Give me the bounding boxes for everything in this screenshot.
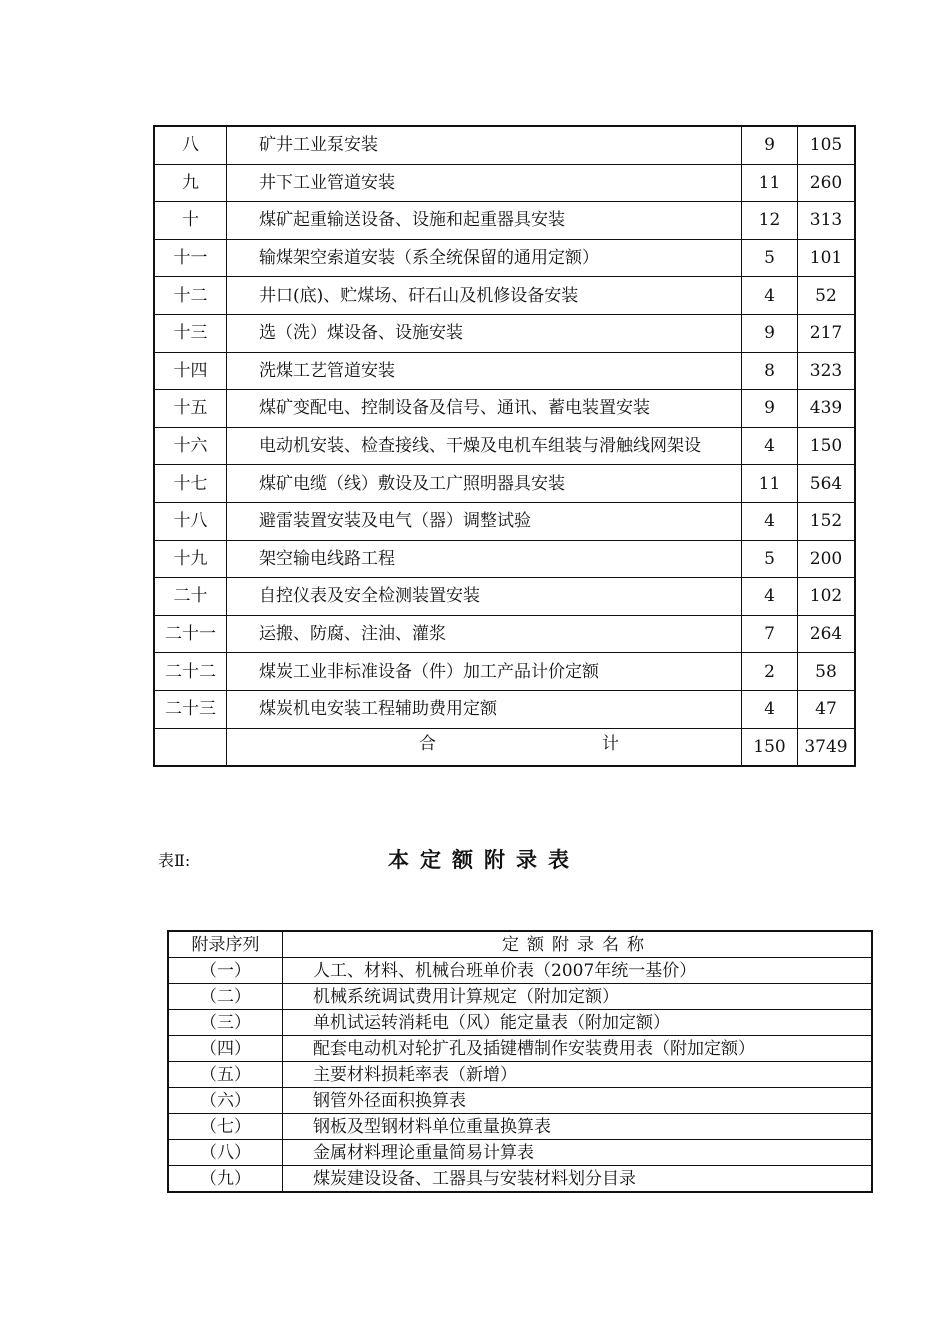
chapter-row — [154, 390, 855, 428]
appendix-table — [167, 930, 873, 1193]
chapter-items: 58 — [798, 653, 856, 691]
appendix-name: 煤炭建设设备、工器具与安装材料划分目录 — [283, 1166, 873, 1193]
chapter-items: 200 — [798, 540, 856, 578]
appendix-seq: （三） — [168, 1010, 283, 1036]
appendix-name: 金属材料理论重量简易计算表 — [283, 1140, 873, 1166]
total-seq-empty — [154, 728, 227, 766]
chapter-seq: 十二 — [154, 277, 227, 315]
chapter-row — [154, 540, 855, 578]
chapter-row — [154, 239, 855, 277]
chapter-items: 101 — [798, 239, 856, 277]
chapter-seq: 二十二 — [154, 653, 227, 691]
appendix-name: 配套电动机对轮扩孔及插键槽制作安装费用表（附加定额） — [283, 1036, 873, 1062]
appendix-seq: （八） — [168, 1140, 283, 1166]
chapter-name: 煤炭工业非标准设备（件）加工产品计价定额 — [227, 653, 742, 691]
chapter-row — [154, 427, 855, 465]
chapter-row — [154, 126, 855, 164]
chapter-seq: 十三 — [154, 314, 227, 352]
chapter-seq: 八 — [154, 126, 227, 164]
chapter-row — [154, 202, 855, 240]
chapter-row — [154, 653, 855, 691]
chapter-count: 11 — [742, 164, 798, 202]
appendix-header-row — [168, 931, 872, 958]
appendix-name: 人工、材料、机械台班单价表（2007年统一基价） — [283, 958, 873, 984]
chapter-count: 9 — [742, 126, 798, 164]
appendix-name: 钢管外径面积换算表 — [283, 1088, 873, 1114]
chapter-name: 选（洗）煤设备、设施安装 — [227, 314, 742, 352]
chapter-name: 矿井工业泵安装 — [227, 126, 742, 164]
appendix-row — [168, 1166, 872, 1193]
chapter-count: 4 — [742, 502, 798, 540]
chapter-count: 4 — [742, 690, 798, 728]
appendix-name: 单机试运转消耗电（风）能定量表（附加定额） — [283, 1010, 873, 1036]
total-items: 3749 — [798, 728, 856, 766]
chapter-name: 自控仪表及安全检测装置安装 — [227, 578, 742, 616]
chapter-items: 260 — [798, 164, 856, 202]
chapter-name: 洗煤工艺管道安装 — [227, 352, 742, 390]
appendix-header-name: 定额附录名称 — [283, 931, 873, 958]
chapter-row — [154, 352, 855, 390]
chapter-items: 564 — [798, 465, 856, 503]
chapter-seq: 十 — [154, 202, 227, 240]
chapter-name: 井下工业管道安装 — [227, 164, 742, 202]
chapter-seq: 十七 — [154, 465, 227, 503]
quota-chapter-table — [153, 125, 856, 767]
chapter-items: 323 — [798, 352, 856, 390]
chapter-items: 152 — [798, 502, 856, 540]
appendix-name: 机械系统调试费用计算规定（附加定额） — [283, 984, 873, 1010]
chapter-count: 8 — [742, 352, 798, 390]
chapter-name: 煤矿变配电、控制设备及信号、通讯、蓄电装置安装 — [227, 390, 742, 428]
chapter-items: 150 — [798, 427, 856, 465]
total-count: 150 — [742, 728, 798, 766]
chapter-count: 4 — [742, 277, 798, 315]
chapter-items: 47 — [798, 690, 856, 728]
appendix-row — [168, 1114, 872, 1140]
chapter-name: 井口(底)、贮煤场、矸石山及机修设备安装 — [227, 277, 742, 315]
chapter-items: 313 — [798, 202, 856, 240]
chapter-seq: 十九 — [154, 540, 227, 578]
chapter-items: 439 — [798, 390, 856, 428]
appendix-seq: （九） — [168, 1166, 283, 1193]
chapter-items: 52 — [798, 277, 856, 315]
chapter-items: 264 — [798, 615, 856, 653]
chapter-name: 煤炭机电安装工程辅助费用定额 — [227, 690, 742, 728]
chapter-row — [154, 615, 855, 653]
appendix-header-seq: 附录序列 — [168, 931, 283, 958]
total-row — [154, 728, 855, 766]
chapter-row — [154, 465, 855, 503]
chapter-row — [154, 690, 855, 728]
chapter-count: 5 — [742, 239, 798, 277]
chapter-name: 避雷装置安装及电气（器）调整试验 — [227, 502, 742, 540]
chapter-row — [154, 277, 855, 315]
table2-title: 本定额附录表 — [388, 848, 580, 872]
chapter-items: 102 — [798, 578, 856, 616]
appendix-seq: （七） — [168, 1114, 283, 1140]
appendix-row — [168, 1140, 872, 1166]
appendix-row — [168, 1036, 872, 1062]
appendix-name: 主要材料损耗率表（新增） — [283, 1062, 873, 1088]
chapter-count: 5 — [742, 540, 798, 578]
chapter-seq: 二十三 — [154, 690, 227, 728]
appendix-name: 钢板及型钢材料单位重量换算表 — [283, 1114, 873, 1140]
appendix-table-body — [168, 931, 872, 1192]
chapter-count: 12 — [742, 202, 798, 240]
chapter-seq: 十六 — [154, 427, 227, 465]
chapter-count: 9 — [742, 390, 798, 428]
chapter-seq: 二十一 — [154, 615, 227, 653]
chapter-seq: 九 — [154, 164, 227, 202]
appendix-seq: （六） — [168, 1088, 283, 1114]
appendix-row — [168, 1062, 872, 1088]
total-label-part1: 合 — [419, 734, 436, 755]
chapter-items: 105 — [798, 126, 856, 164]
chapter-seq: 二十 — [154, 578, 227, 616]
appendix-row — [168, 1088, 872, 1114]
chapter-seq: 十八 — [154, 502, 227, 540]
chapter-count: 7 — [742, 615, 798, 653]
appendix-seq: （五） — [168, 1062, 283, 1088]
chapter-row — [154, 578, 855, 616]
chapter-row — [154, 314, 855, 352]
chapter-count: 2 — [742, 653, 798, 691]
appendix-row — [168, 984, 872, 1010]
chapter-name: 电动机安装、检查接线、干燥及电机车组装与滑触线网架设 — [227, 427, 742, 465]
table2-label: 表Ⅱ: — [158, 851, 191, 870]
chapter-seq: 十四 — [154, 352, 227, 390]
total-label-part2: 计 — [602, 734, 619, 755]
chapter-name: 输煤架空索道安装（系全统保留的通用定额） — [227, 239, 742, 277]
total-label-cell — [227, 728, 742, 766]
chapter-seq: 十五 — [154, 390, 227, 428]
appendix-seq: （二） — [168, 984, 283, 1010]
quota-chapter-table-body — [154, 126, 855, 766]
chapter-count: 11 — [742, 465, 798, 503]
appendix-seq: （一） — [168, 958, 283, 984]
appendix-row — [168, 1010, 872, 1036]
chapter-seq: 十一 — [154, 239, 227, 277]
chapter-row — [154, 502, 855, 540]
chapter-count: 9 — [742, 314, 798, 352]
chapter-name: 架空输电线路工程 — [227, 540, 742, 578]
chapter-name: 煤矿起重输送设备、设施和起重器具安装 — [227, 202, 742, 240]
chapter-name: 煤矿电缆（线）敷设及工广照明器具安装 — [227, 465, 742, 503]
appendix-row — [168, 958, 872, 984]
chapter-count: 4 — [742, 578, 798, 616]
chapter-count: 4 — [742, 427, 798, 465]
appendix-seq: （四） — [168, 1036, 283, 1062]
chapter-row — [154, 164, 855, 202]
chapter-name: 运搬、防腐、注油、灌浆 — [227, 615, 742, 653]
chapter-items: 217 — [798, 314, 856, 352]
